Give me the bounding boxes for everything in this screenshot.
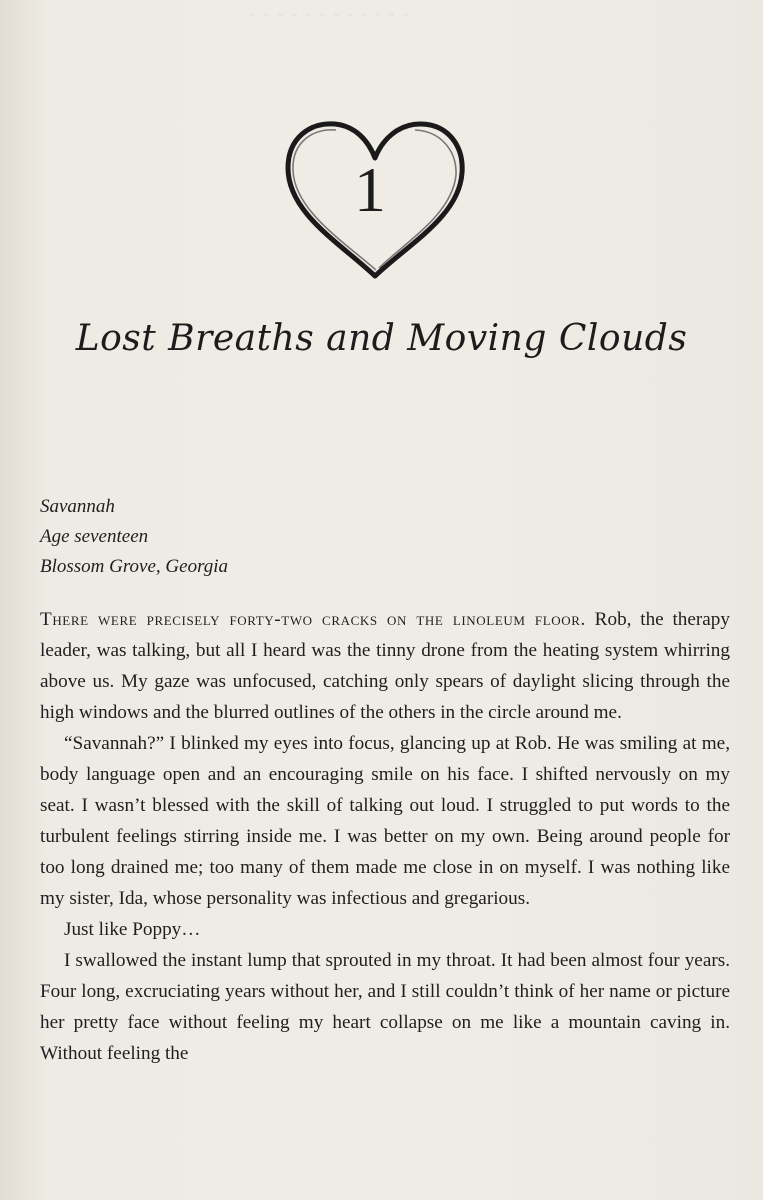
paragraph: I swallowed the instant lump that sprouted in my throat. It had been almost four years. Four long, excruciating years without her, and I still couldn’t think of her name or picture her pretty face without feeling my heart collapse on me like a mountain caving in. Without feeling the xyxy=(40,950,730,1064)
setting-location: Blossom Grove, Georgia xyxy=(40,556,229,577)
paragraph xyxy=(40,604,730,728)
chapter-meta xyxy=(40,492,228,582)
chapter-number: 1 xyxy=(354,154,386,225)
lead-in: There were precisely forty-two cracks on the linoleum floor. xyxy=(40,609,586,630)
paragraph: “Savannah?” I blinked my eyes into focus, glancing up at Rob. He was smiling at me, body language open and an encouraging smile on his face. I shifted nervously on my seat. I wasn’t blessed with the skill of talking out loud. I struggled to put words to the turbulent feelings stirring inside me. I was better on my own. Being around people for too long drained me; too many of them made me close in on myself. I was nothing like my sister, Ida, whose personality was infectious and gregarious. xyxy=(40,733,730,909)
body-text xyxy=(40,604,730,1069)
paragraph: Just like Poppy… xyxy=(64,919,201,940)
narrator-name: Savannah xyxy=(40,496,115,517)
show-through-header: ~ ~ ~ ~ ~ ~ ~ ~ ~ ~ ~ ~ xyxy=(250,10,412,21)
narrator-age: Age seventeen xyxy=(40,526,149,547)
paragraph-text: Rob, the therapy leader, was talking, but all I heard was the tinny drone from the heating system whirring above us. My gaze was unfocused, catching only spears of daylight slicing through the high windows and the blurred outlines of the others in the circle around me. xyxy=(40,609,730,723)
chapter-title: Lost Breaths and Moving Clouds xyxy=(75,318,688,359)
